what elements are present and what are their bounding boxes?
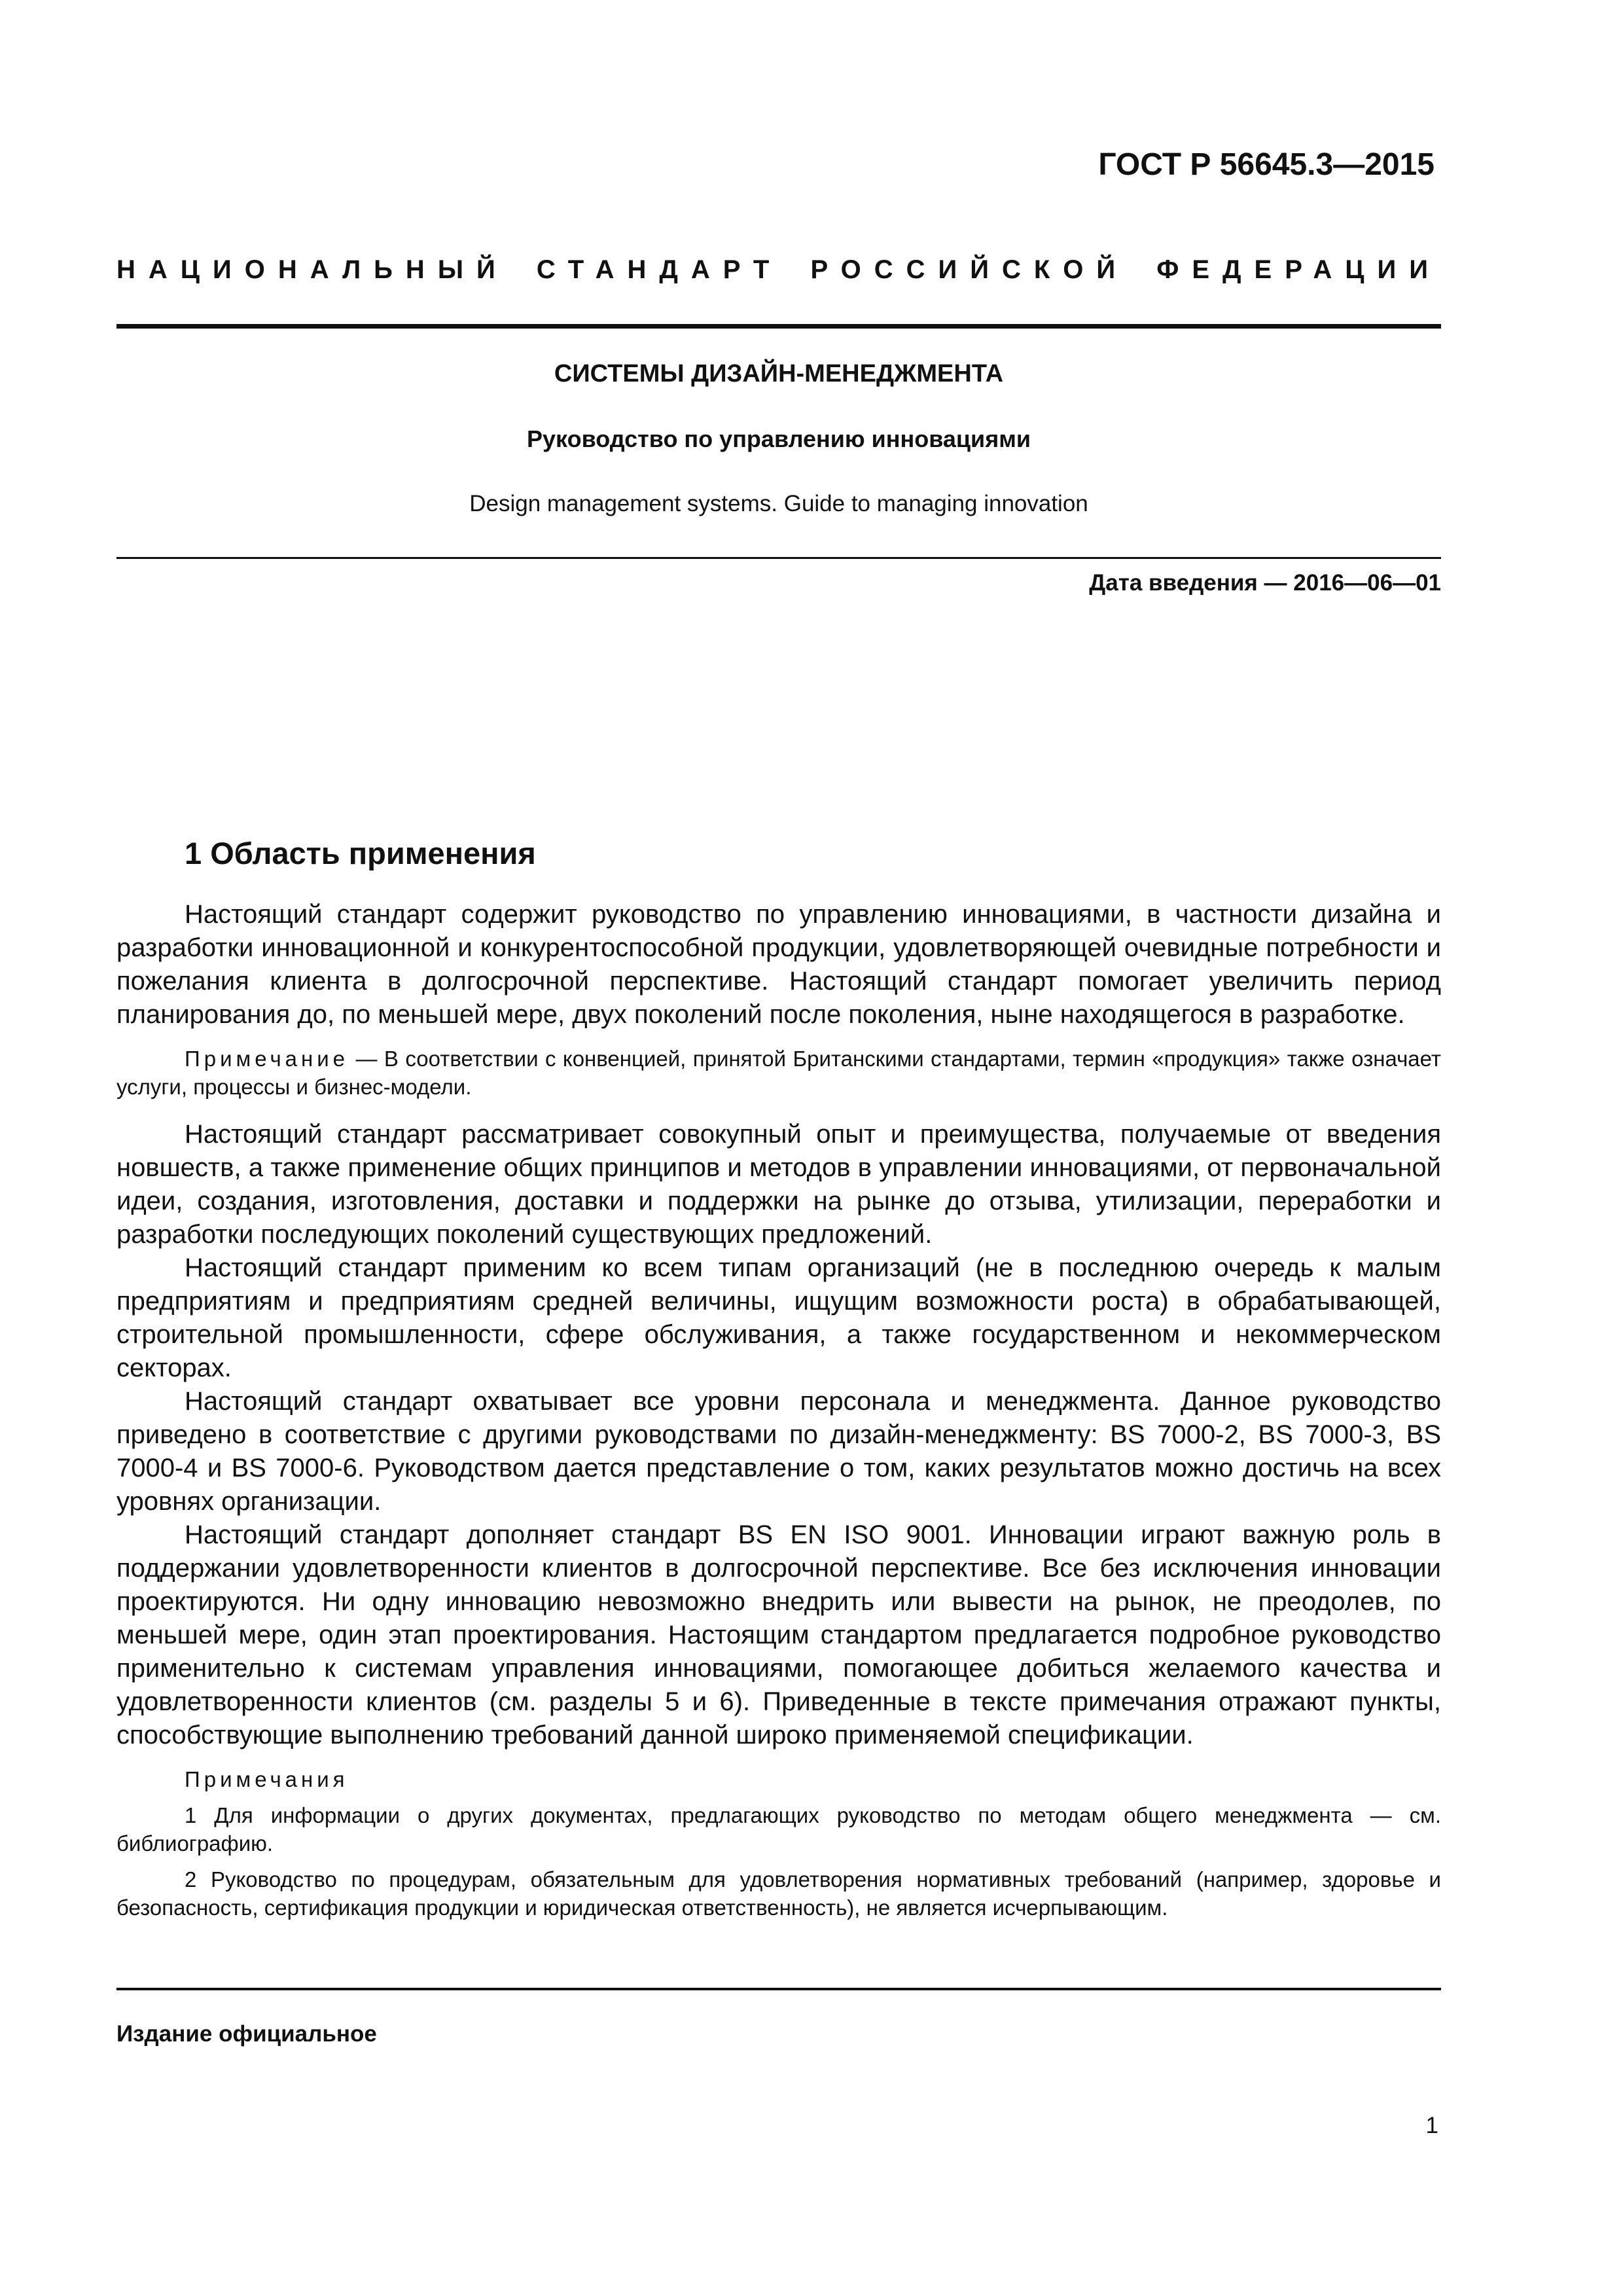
title-divider — [116, 557, 1441, 559]
edition-label: Издание официальное — [116, 2021, 377, 2047]
header-divider — [116, 324, 1441, 329]
footer-divider — [116, 1988, 1441, 1990]
document-title: СИСТЕМЫ ДИЗАЙН-МЕНЕДЖМЕНТА — [554, 360, 1004, 387]
note: 1 Для информации о других документах, предлагающих руководство по методам общего менеджмента — см. библиографию. — [116, 1803, 1441, 1856]
note-text: — В соответствии с конвенцией, принятой Британскими стандартами, термин «продукция» также означает услуги, процессы и бизнес-модели. — [116, 1047, 1441, 1099]
note-label: Примечание — [185, 1047, 349, 1071]
document-subtitle: Руководство по управлению инновациями — [527, 425, 1031, 452]
paragraph: Настоящий стандарт применим ко всем типам организаций (не в последнюю очередь к малым предприятиям и предприятиям средней величины, ищущим возможности роста) в обрабатывающей, строительной промышленности, сфере обслуживания, а также государственном и некоммерческом секторах. — [116, 1253, 1441, 1382]
paragraph: Настоящий стандарт дополняет стандарт BS EN ISO 9001. Инновации играют важную роль в поддержании удовлетворенности клиентов в долгосрочной перспективе. Все без исключения инновации проектируются. Ни одну инновацию невозможно внедрить или вывести на рынок, не преодолев, по меньшей мере, один этап проектирования. Настоящим стандартом предлагается подробное руководство применительно к системам управления инновациями, помогающее добиться желаемого качества и удовлетворенности клиентов (см. разделы 5 и 6). Приведенные в тексте примечания отражают пункты, способствующие выполнению требований данной широко применяемой спецификации. — [116, 1520, 1441, 1749]
paragraph: Настоящий стандарт рассматривает совокупный опыт и преимущества, получаемые от введения новшеств, а также применение общих принципов и методов в управлении инновациями, от первоначальной идеи, создания, изготовления, доставки и поддержки на рынке до отзыва, утилизации, переработки и разработки последующих поколений существующих предложений. — [116, 1120, 1441, 1249]
section-heading: 1 Область применения — [185, 836, 536, 870]
national-standard-header: НАЦИОНАЛЬНЫЙ СТАНДАРТ РОССИЙСКОЙ ФЕДЕРАЦИИ — [116, 255, 1441, 284]
section-body — [116, 898, 1441, 1922]
notes-label: Примечания — [185, 1767, 349, 1791]
note — [116, 1045, 1441, 1101]
note: 2 Руководство по процедурам, обязательным для удовлетворения нормативных требований (например, здоровье и безопасность, сертификация продукции и юридическая ответственность), не является исчерпывающим. — [116, 1867, 1441, 1920]
introduction-date: Дата введения — 2016—06—01 — [1089, 570, 1441, 596]
paragraph: Настоящий стандарт охватывает все уровни персонала и менеджмента. Данное руководство приведено в соответствие с другими руководствами по дизайн-менеджменту: BS 7000-2, BS 7000-3, BS 7000-4 и BS 7000-6. Руководством дается представление о том, каких результатов можно достичь на всех уровнях организации. — [116, 1387, 1441, 1516]
gost-number: ГОСТ Р 56645.3—2015 — [1098, 147, 1435, 182]
english-title: Design management systems. Guide to managing innovation — [469, 491, 1088, 516]
page-number: 1 — [1425, 2113, 1438, 2138]
paragraph: Настоящий стандарт содержит руководство по управлению инновациями, в частности дизайна и разработки инновационной и конкурентоспособной продукции, удовлетворяющей очевидные потребности и пожелания клиента в долгосрочной перспективе. Настоящий стандарт помогает увеличить период планирования до, по меньшей мере, двух поколений после поколения, ныне находящегося в разработке. — [116, 900, 1441, 1029]
